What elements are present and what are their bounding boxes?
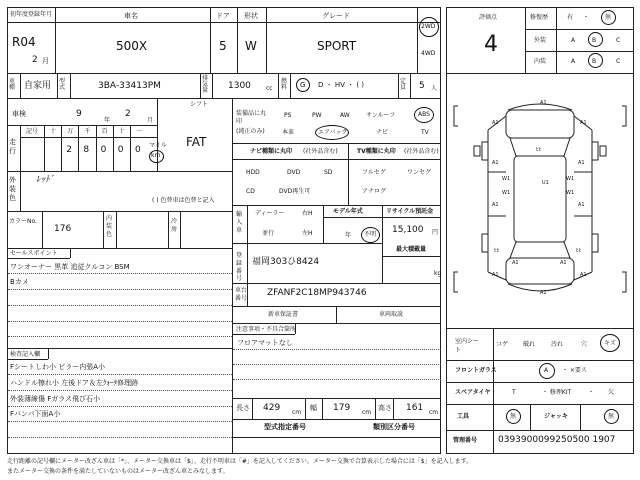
recycle-yen: 円 [432, 229, 439, 236]
tv-analog: アナログ [362, 188, 387, 195]
doors-value: 5 [219, 39, 227, 53]
inspector-line-3: 外装薄線傷 Fガラス飛び石小 [10, 395, 101, 403]
km-label: km [151, 152, 161, 159]
recycle-amount: 15,100 [392, 225, 424, 235]
equip-navi: ナビ [376, 129, 389, 136]
mileage-digit-value: 0 [135, 145, 141, 155]
parallel-option: 並行 [262, 230, 275, 237]
left-front-bumper-bracket [454, 106, 458, 126]
shift-label: シフト [190, 101, 209, 108]
mark-roof: U1 [542, 180, 549, 186]
exterior-grade-b: B [592, 37, 597, 44]
length-label: 長さ [236, 404, 250, 412]
right-mirror [600, 146, 606, 156]
mgmt-number: 0393900099250500 1907 [498, 435, 616, 445]
exterior-color-value: ﾚｯﾄﾞ [36, 175, 55, 185]
equip-sunroof: サンルーフ [366, 112, 396, 119]
mileage-digit-value: 2 [66, 145, 72, 155]
spare-missing: 欠 [608, 389, 615, 396]
mgmt-label: 管理番号 [453, 437, 478, 444]
mark-left-fender: A1 [492, 120, 499, 126]
length-unit: cm [292, 409, 302, 416]
class-num-label: 類別区分番号 [373, 423, 415, 431]
mark-rear-quarter-right: ﾋﾋ [576, 248, 582, 254]
score-value: 4 [484, 32, 498, 57]
cooling-label: 冷房 [171, 218, 178, 233]
mileage-label: 走行 [9, 138, 16, 156]
type-value: 3BA-33413PM [98, 81, 161, 91]
first-reg-label: 初年度登録年月 [10, 11, 53, 18]
model-name: 500X [116, 39, 148, 53]
type-label: 型式 [59, 78, 66, 91]
score-label: 評価点 [479, 14, 498, 21]
model-year-suffix: 年 [345, 232, 352, 239]
equip-leather: 本革 [282, 129, 295, 136]
equip-ps: PS [284, 112, 292, 119]
mark-windshield: ﾋﾋ [536, 147, 542, 153]
max-load-unit: kg [434, 270, 442, 277]
right-rear-wheel [592, 234, 598, 252]
color-change-note: ( ) 色替車は色替と記入 [152, 197, 215, 204]
shape-label: 形状 [244, 12, 258, 20]
inspector-label: 検査記入欄 [10, 351, 41, 358]
left-hand-option: 左H [302, 230, 313, 237]
grade-value: SPORT [317, 39, 357, 53]
height-unit: cm [429, 409, 439, 416]
mark-rear-bumper: A1 [540, 290, 547, 296]
width-value: 179 [333, 403, 351, 413]
right-hand-option: 右H [302, 210, 313, 217]
equipment-sub: (純正のみ) [236, 128, 265, 135]
fuel-options: D ・ HV ・ ( ) [318, 81, 365, 89]
inspection-month-unit: 月 [147, 117, 154, 124]
color-no-value: 176 [54, 224, 72, 234]
length-value: 429 [263, 403, 281, 413]
drive-2wd: 2WD [421, 23, 436, 30]
car-front-hood [506, 110, 574, 138]
mileage-digit-value: 0 [117, 145, 124, 155]
model-name-label: 車名 [124, 12, 138, 20]
dealer-option: ディーラー [255, 210, 285, 217]
mark-left-rocker: A1 [512, 260, 519, 266]
shift-value: FAT [186, 135, 207, 149]
inspector-line-2: ハンドル擦れ小 左後ドア＆左ｸｫｰﾀ修理跡 [10, 379, 139, 387]
mileage-digit-label: 千 [84, 128, 91, 135]
footer-line-1: 走行距離の記号欄にメーター改ざん車は「*」、メーター交換車は「$」、走行不明車は「#」を記入してください。メーター交換で合算表示した場合には「$」を記入します。 [7, 458, 473, 465]
mark-left-quarter: A1 [492, 272, 499, 278]
displacement-label: 排気量 [202, 75, 209, 94]
tv-oneseg: ワンセグ [407, 169, 432, 176]
jack-label: ジャッキ [544, 413, 568, 420]
doors-label: ドア [216, 12, 230, 20]
inspection-label: 車検 [12, 110, 26, 118]
seat-label: 室内シート [455, 338, 480, 354]
recycle-label: リサイクル預託金 [386, 208, 434, 215]
exterior-color-label: 外装色 [9, 176, 16, 202]
spare-label: スペアタイヤ [455, 389, 491, 396]
mark-right-quarter: A1 [580, 272, 587, 278]
repair-yes: 有 [567, 14, 574, 21]
mark-left-front-door: A1 [492, 160, 499, 166]
navi-hdd: HDD [246, 169, 260, 176]
interior-grade-b: B [592, 58, 597, 65]
inspection-year-unit: 年 [104, 117, 111, 124]
model-year-label: モデル年式 [333, 208, 363, 215]
interior-grade-c: C [616, 58, 621, 65]
fuel-label: 燃料 [281, 78, 288, 91]
footer-line-2: またメーター交換の条件を満たしていないものはメーター改ざん車とみなします。 [7, 468, 229, 475]
model-year-unknown: 不明 [364, 231, 377, 238]
mileage-digit-label: 一 [136, 128, 143, 135]
mileage-digit-value: 0 [100, 145, 107, 155]
right-rear-bumper-bracket [622, 272, 626, 292]
seat-hole: 穴 [581, 341, 588, 348]
mark-right-fender: A1 [580, 120, 587, 126]
plate-label: 登録番号 [236, 252, 243, 283]
notes-line-1: フロアマットなし [237, 339, 293, 347]
chassis-value: ZFANF2C18MP943746 [267, 288, 367, 298]
seat-stain: 汚れ [551, 341, 564, 348]
mark-right-pillar-2: W1 [566, 190, 575, 196]
plate-value: 福岡303ひ8424 [252, 257, 320, 267]
mark-front-bumper: A1 [540, 100, 547, 106]
width-unit: cm [362, 409, 372, 416]
interior-grade-label: 内装 [534, 58, 547, 65]
fuel-g: G [300, 81, 306, 89]
capacity-unit: 人 [431, 85, 438, 92]
jack-value: 無 [608, 413, 615, 420]
equip-tv: TV [421, 129, 429, 136]
navi-dvd-play: DVD再生可 [279, 188, 311, 195]
mileage-digit-label: 十 [118, 128, 125, 135]
first-reg-era: R04 [12, 35, 36, 49]
exterior-grade-c: C [616, 37, 621, 44]
mark-left-pillar-2: W1 [502, 190, 511, 196]
car-damage-diagram [448, 76, 632, 326]
exterior-grade-label: 外装 [534, 37, 547, 44]
seat-tear: 破れ [523, 341, 536, 348]
glass-a: A [544, 367, 549, 374]
selling-line-1: ワンオーナー 黒革 追従クルコン BSM [10, 263, 130, 271]
interior-color-label: 内装色 [106, 215, 113, 238]
mileage-digit-label: 十 [50, 128, 57, 135]
car-right-side [574, 116, 592, 280]
import-label: 輸入車 [236, 211, 243, 235]
navi-cd: CD [246, 188, 255, 195]
selling-line-2: Bカメ [10, 278, 29, 286]
navi-sub: (社外品含む) [303, 148, 338, 155]
seat-scratch: キズ [604, 340, 616, 347]
left-rear-bumper-bracket [454, 272, 458, 292]
right-front-wheel [592, 142, 598, 160]
repair-label: 修復歴 [530, 14, 549, 21]
manual-item: 車両取説 [379, 311, 404, 318]
navi-header: ナビ種類に丸印 [250, 148, 293, 155]
mark-right-front-door: A1 [578, 160, 585, 166]
inspection-month: 2 [125, 109, 131, 119]
tv-header: TV種類に丸印 [357, 148, 396, 155]
displacement-unit: cc [266, 85, 273, 92]
left-mirror [474, 146, 480, 156]
glass-label: フロントガラス [455, 367, 497, 374]
mileage-digit-label: 百 [101, 128, 108, 135]
mile-label: マイル [149, 142, 167, 149]
mileage-kigo-label: 記号 [26, 128, 39, 135]
drive-4wd: 4WD [421, 50, 436, 57]
car-class-value: 自家用 [24, 81, 52, 91]
navi-sd: SD [324, 169, 333, 176]
car-rear-window [510, 242, 570, 258]
inspector-line-4: Fバンパ下面A小 [10, 410, 61, 418]
first-reg-month: 2 [32, 55, 38, 65]
width-label: 幅 [310, 404, 317, 412]
equipment-label: 装備品に丸印 [236, 110, 267, 125]
navi-dvd: DVD [287, 169, 301, 176]
tools-value: 無 [510, 413, 517, 420]
equip-airbag: エアバック [318, 129, 348, 136]
car-class-label: 車種 [9, 78, 16, 91]
color-no-label: カラーNo. [9, 218, 37, 225]
interior-grade-a: A [571, 58, 576, 65]
tv-fullseg: フルセグ [362, 169, 386, 176]
glass-x: ・ ×要ス [562, 367, 587, 374]
repair-no: 無 [605, 14, 612, 21]
mark-right-pillar-1: W1 [566, 176, 575, 182]
height-label: 高さ [378, 404, 392, 412]
car-roof [514, 156, 566, 242]
right-front-bumper-bracket [622, 106, 626, 126]
equip-abs: ABS [418, 111, 430, 118]
mark-rear-quarter-left: ﾋﾋ [494, 248, 500, 254]
type-num-label: 型式指定番号 [264, 423, 306, 431]
spare-t: T [512, 389, 516, 396]
exterior-grade-a: A [571, 37, 576, 44]
shape-value: W [245, 39, 257, 53]
left-rear-wheel [482, 234, 488, 252]
repair-separator: ・ [583, 14, 590, 21]
notes-label: 注意事項・不具合箇所 [236, 326, 297, 333]
mark-right-rear-door: A1 [578, 202, 585, 208]
spare-sep: ・ [588, 389, 595, 396]
capacity-label: 定員 [400, 78, 407, 91]
max-load-label: 最大積載量 [396, 246, 427, 253]
mark-left-rear-door: A1 [492, 202, 499, 208]
chassis-label: 車台番号 [235, 287, 248, 302]
displacement-value: 1300 [228, 81, 251, 91]
mark-left-pillar-1: W1 [502, 176, 511, 182]
inspection-year: 9 [76, 109, 82, 119]
height-value: 161 [406, 403, 424, 413]
car-left-side [488, 116, 506, 280]
inspector-line-1: Fシートしわ小 ピラー内張A小 [10, 363, 106, 371]
mark-right-rocker: A1 [560, 260, 567, 266]
tv-sub: (社外品含む) [404, 148, 439, 155]
mileage-digit-label: 万 [67, 128, 74, 135]
left-front-wheel [482, 142, 488, 160]
tools-label: 工具 [457, 413, 470, 420]
first-reg-month-unit: 月 [42, 57, 49, 65]
capacity-value: 5 [419, 81, 425, 91]
selling-points-label: セールスポイント [10, 250, 58, 257]
warranty-item: 新車保証書 [268, 311, 299, 318]
equip-pw: PW [312, 112, 322, 119]
seat-burn: コゲ [496, 341, 509, 348]
mileage-digit-value: 8 [83, 145, 90, 155]
spare-kit: ・ 修理KIT [542, 389, 572, 396]
grade-label: グレード [322, 12, 350, 20]
equip-aw: AW [340, 112, 350, 119]
